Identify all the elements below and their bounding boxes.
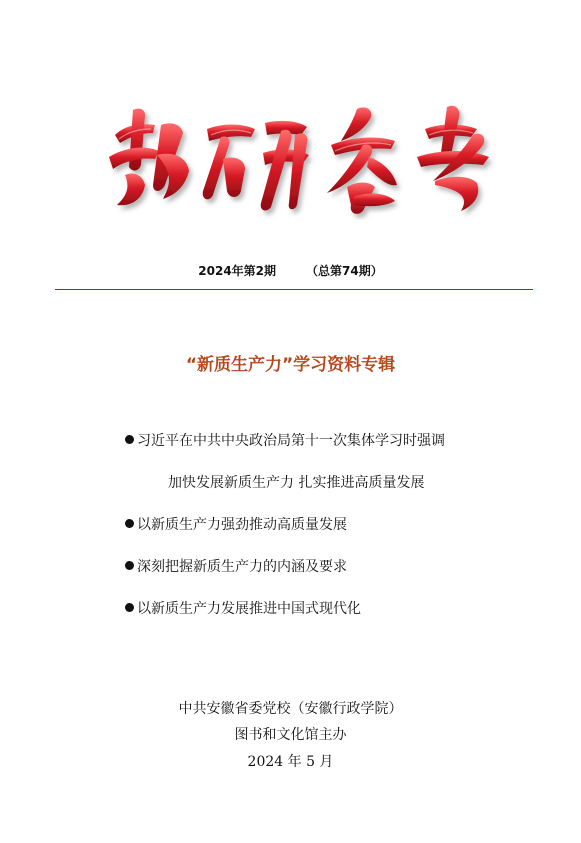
- toc-item-title: 深刻把握新质生产力的内涵及要求: [137, 559, 347, 575]
- special-topic-title: “新质生产力”学习资料专辑: [185, 355, 396, 375]
- issue-number: [0, 262, 581, 279]
- bullet-icon: [125, 519, 134, 528]
- toc-item-title: 以新质生产力强劲推动高质量发展: [137, 517, 347, 533]
- toc-item-title: 以新质生产力发展推进中国式现代化: [137, 601, 361, 617]
- host-line: 图书和文化馆主办: [234, 727, 347, 743]
- issue-total: （总第74期）: [306, 264, 383, 278]
- toc-item-1-continuation[interactable]: 加快发展新质生产力 扎实推进高质量发展: [168, 475, 425, 491]
- header-divider: [55, 289, 533, 290]
- toc-item-4[interactable]: [125, 598, 361, 618]
- publication-date: 2024 年 5 月: [247, 754, 334, 770]
- masthead-logo: [95, 95, 495, 220]
- issue-line: 2024年第2期: [198, 264, 277, 278]
- bullet-icon: [125, 603, 134, 612]
- toc-item-1[interactable]: [125, 430, 445, 450]
- toc-item-3[interactable]: [125, 556, 347, 576]
- toc-item-2[interactable]: [125, 514, 347, 534]
- calligraphy-title-graphic: [95, 95, 495, 220]
- toc-item-title: 习近平在中共中央政治局第十一次集体学习时强调: [137, 433, 445, 449]
- bullet-icon: [125, 435, 134, 444]
- publisher-name: 中共安徽省委党校（安徽行政学院）: [178, 701, 403, 717]
- bullet-icon: [125, 561, 134, 570]
